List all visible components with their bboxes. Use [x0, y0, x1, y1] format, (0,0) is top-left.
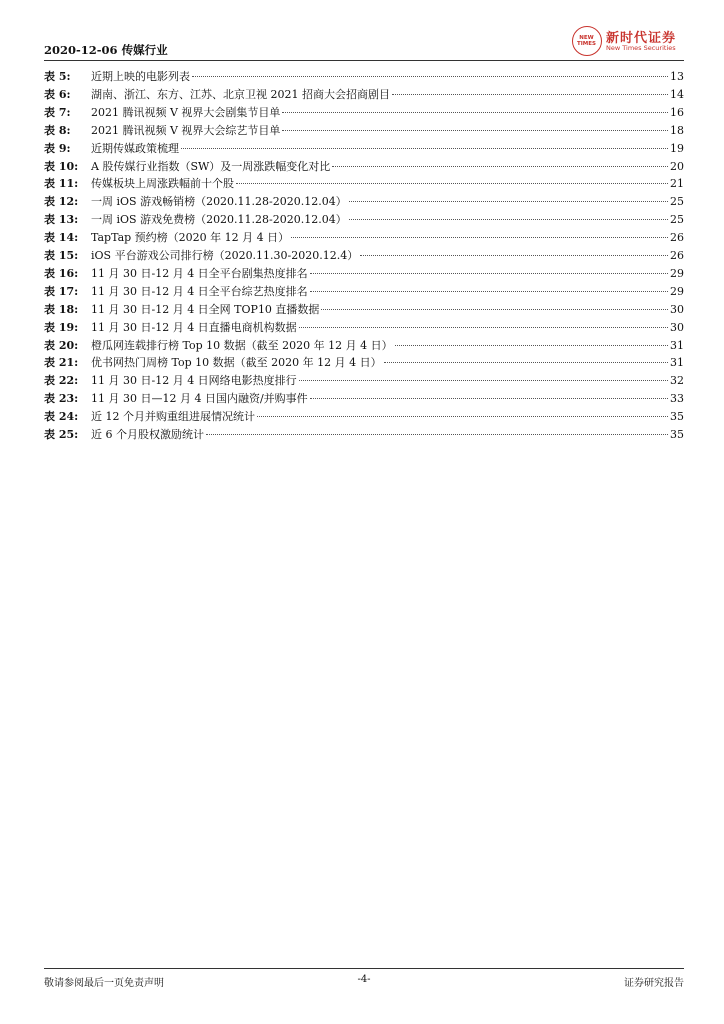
toc-entry-body — [91, 372, 684, 390]
toc-entry-title[interactable]: 近 6 个月股权激励统计 — [91, 428, 204, 441]
toc-entry-body — [91, 211, 684, 229]
toc-dot-leader — [291, 237, 668, 238]
toc-entry-page[interactable]: 31 — [670, 338, 684, 352]
logo-emblem — [572, 26, 602, 56]
header-date-industry: 2020-12-06 传媒行业 — [44, 43, 168, 57]
toc-entry[interactable] — [44, 175, 684, 193]
toc-dot-leader — [332, 166, 668, 167]
toc-entry-title[interactable]: 2021 腾讯视频 V 视界大会综艺节目单 — [91, 123, 281, 137]
toc-entry-page[interactable]: 21 — [670, 177, 684, 191]
toc-dot-leader — [392, 94, 668, 95]
toc-entry[interactable] — [44, 390, 684, 408]
toc-entry[interactable] — [44, 408, 684, 426]
toc-entry-body — [91, 319, 684, 337]
toc-entry-page[interactable]: 26 — [670, 231, 684, 245]
toc-dot-leader — [310, 291, 668, 292]
toc-entry-title[interactable]: 湖南、浙江、东方、江苏、北京卫视 2021 招商大会招商剧目 — [91, 87, 390, 101]
toc-entry-page[interactable]: 18 — [670, 123, 684, 137]
toc-entry-label: 表 17: — [44, 284, 79, 298]
toc-entry-body — [91, 354, 684, 372]
toc-dot-leader — [236, 183, 668, 184]
toc-entry[interactable] — [44, 158, 684, 176]
toc-entry[interactable] — [44, 319, 684, 337]
toc-entry-body — [91, 301, 684, 319]
toc-entry-label: 表 8: — [44, 123, 71, 137]
toc-entry-label: 表 9: — [44, 141, 71, 155]
toc-entry-body — [91, 158, 684, 176]
toc-entry-body — [91, 337, 684, 355]
toc-entry-body — [91, 140, 684, 158]
toc-dot-leader — [349, 219, 668, 220]
toc-entry-title[interactable]: 11 月 30 日-12 月 4 日全网 TOP10 直播数据 — [91, 302, 320, 316]
toc-entry-body — [91, 247, 684, 265]
toc-entry-label: 表 7: — [44, 105, 71, 119]
toc-entry-title[interactable]: 2021 腾讯视频 V 视界大会剧集节目单 — [91, 105, 281, 119]
toc-dot-leader — [299, 380, 668, 381]
toc-entry-label: 表 16: — [44, 266, 79, 280]
toc-entry-page[interactable]: 33 — [670, 392, 684, 406]
toc-entry-label: 表 25: — [44, 428, 79, 441]
toc-entry-page[interactable]: 16 — [670, 105, 684, 119]
toc-entry-label: 表 12: — [44, 195, 79, 209]
toc-dot-leader — [349, 201, 668, 202]
toc-entry-title[interactable]: TapTap 预约榜（2020 年 12 月 4 日） — [91, 231, 290, 245]
toc-entry-title[interactable]: iOS 平台游戏公司排行榜（2020.11.30-2020.12.4） — [91, 249, 359, 262]
toc-dot-leader — [282, 130, 668, 131]
toc-entry-page[interactable]: 32 — [670, 374, 684, 388]
toc-entry-page[interactable]: 26 — [670, 249, 684, 262]
toc-dot-leader — [310, 273, 668, 274]
toc-entry-label: 表 20: — [44, 338, 79, 352]
toc-entry-label: 表 21: — [44, 356, 79, 370]
page-header — [44, 31, 684, 64]
toc-entry-body — [91, 68, 684, 86]
toc-entry[interactable] — [44, 337, 684, 355]
toc-entry-body — [91, 283, 684, 301]
toc-entry[interactable] — [44, 372, 684, 390]
toc-dot-leader — [384, 362, 668, 363]
toc-entry-page[interactable]: 29 — [670, 266, 684, 280]
toc-dot-leader — [310, 398, 668, 399]
toc-entry-body — [91, 104, 684, 122]
toc-entry-label: 表 5: — [44, 70, 71, 83]
toc-entry-body — [91, 86, 684, 104]
toc-entry[interactable] — [44, 211, 684, 229]
toc-dot-leader — [395, 345, 668, 346]
toc-entry[interactable] — [44, 247, 684, 265]
toc-entry-title[interactable]: 一周 iOS 游戏免费榜（2020.11.28-2020.12.04） — [91, 213, 347, 227]
logo-name-cn: 新时代证券 — [606, 31, 677, 46]
toc-entry-title[interactable]: 11 月 30 日-12 月 4 日网络电影热度排行 — [91, 374, 297, 388]
toc-dot-leader — [360, 255, 668, 256]
toc-entry-label: 表 19: — [44, 320, 79, 334]
toc-dot-leader — [282, 112, 668, 113]
toc-entry-body — [91, 265, 684, 283]
toc-entry[interactable] — [44, 265, 684, 283]
logo-name-en: New Times Securities — [606, 44, 676, 52]
toc-entry[interactable] — [44, 140, 684, 158]
toc-entry-label: 表 22: — [44, 374, 79, 388]
toc-entry-label: 表 18: — [44, 302, 79, 316]
toc-entry[interactable] — [44, 193, 684, 211]
toc-entry[interactable] — [44, 354, 684, 372]
toc-entry-page[interactable]: 35 — [670, 410, 684, 424]
toc-entry[interactable] — [44, 301, 684, 319]
toc-entry-label: 表 15: — [44, 249, 79, 262]
toc-entry-title[interactable]: 近期上映的电影列表 — [91, 70, 190, 83]
footer-divider — [44, 968, 684, 969]
company-logo — [572, 26, 684, 58]
toc-entry-page[interactable]: 30 — [670, 302, 684, 316]
toc-entry-title[interactable]: 近期传媒政策梳理 — [91, 141, 179, 155]
toc-entry[interactable] — [44, 229, 684, 247]
toc-entry-body — [91, 390, 684, 408]
toc-entry-body — [91, 175, 684, 193]
toc-entry-label: 表 10: — [44, 159, 79, 173]
toc-dot-leader — [192, 76, 668, 77]
toc-entry-body — [91, 122, 684, 140]
toc-entry-title[interactable]: 优书网热门周榜 Top 10 数据（截至 2020 年 12 月 4 日） — [91, 356, 382, 370]
toc-entry-title[interactable]: 一周 iOS 游戏畅销榜（2020.11.28-2020.12.04） — [91, 195, 347, 209]
footer-disclaimer: 敬请参阅最后一页免责声明 — [44, 978, 164, 989]
toc-entry-page[interactable]: 19 — [670, 141, 684, 155]
toc-entry-page[interactable]: 29 — [670, 284, 684, 298]
page-footer — [44, 974, 684, 990]
toc-entry-label: 表 11: — [44, 177, 79, 191]
toc-entry[interactable] — [44, 283, 684, 301]
toc-entry-body — [91, 229, 684, 247]
toc-entry-title[interactable]: 橙瓜网连载排行榜 Top 10 数据（截至 2020 年 12 月 4 日） — [91, 338, 393, 352]
toc-dot-leader — [206, 434, 668, 435]
toc-entry[interactable] — [44, 122, 684, 140]
logo-emblem-text: NEW TIMES — [577, 35, 596, 47]
toc-entry-title[interactable]: 11 月 30 日—12 月 4 日国内融资/并购事件 — [91, 392, 308, 406]
toc-entry-title[interactable]: 近 12 个月并购重组进展情况统计 — [91, 410, 255, 424]
page-number: -4- — [357, 974, 371, 985]
toc-entry-page[interactable]: 30 — [670, 320, 684, 334]
toc-dot-leader — [257, 416, 668, 417]
toc-entry[interactable] — [44, 86, 684, 104]
toc-entry[interactable] — [44, 426, 684, 444]
toc-entry-body — [91, 193, 684, 211]
toc-entry-page[interactable]: 25 — [670, 195, 684, 209]
toc-entry-page[interactable]: 35 — [670, 428, 684, 441]
toc-entry-page[interactable]: 31 — [670, 356, 684, 370]
toc-entry-title[interactable]: 11 月 30 日-12 月 4 日全平台剧集热度排名 — [91, 266, 308, 280]
toc-entry-label: 表 23: — [44, 392, 79, 406]
toc-entry-page[interactable]: 13 — [670, 70, 684, 83]
toc-entry-title[interactable]: 传媒板块上周涨跌幅前十个股 — [91, 177, 234, 191]
toc-entry-label: 表 13: — [44, 213, 79, 227]
toc-entry-title[interactable]: 11 月 30 日-12 月 4 日直播电商机构数据 — [91, 320, 297, 334]
toc-dot-leader — [321, 309, 668, 310]
toc-entry-label: 表 6: — [44, 87, 71, 101]
toc-entry-page[interactable]: 20 — [670, 159, 684, 173]
toc-entry-title[interactable]: 11 月 30 日-12 月 4 日全平台综艺热度排名 — [91, 284, 308, 298]
toc-entry[interactable] — [44, 104, 684, 122]
toc-entry-label: 表 14: — [44, 231, 79, 245]
header-divider — [44, 60, 684, 61]
toc-dot-leader — [299, 327, 668, 328]
toc-entry-label: 表 24: — [44, 410, 79, 424]
toc-entry-body — [91, 408, 684, 426]
toc-entry-page[interactable]: 14 — [670, 87, 684, 101]
toc-entry-title[interactable]: A 股传媒行业指数（SW）及一周涨跌幅变化对比 — [91, 159, 331, 173]
toc-dot-leader — [181, 148, 668, 149]
toc-entry-body — [91, 426, 684, 444]
footer-report-type: 证券研究报告 — [624, 978, 684, 989]
toc-entry[interactable] — [44, 68, 684, 86]
toc-entry-page[interactable]: 25 — [670, 213, 684, 227]
